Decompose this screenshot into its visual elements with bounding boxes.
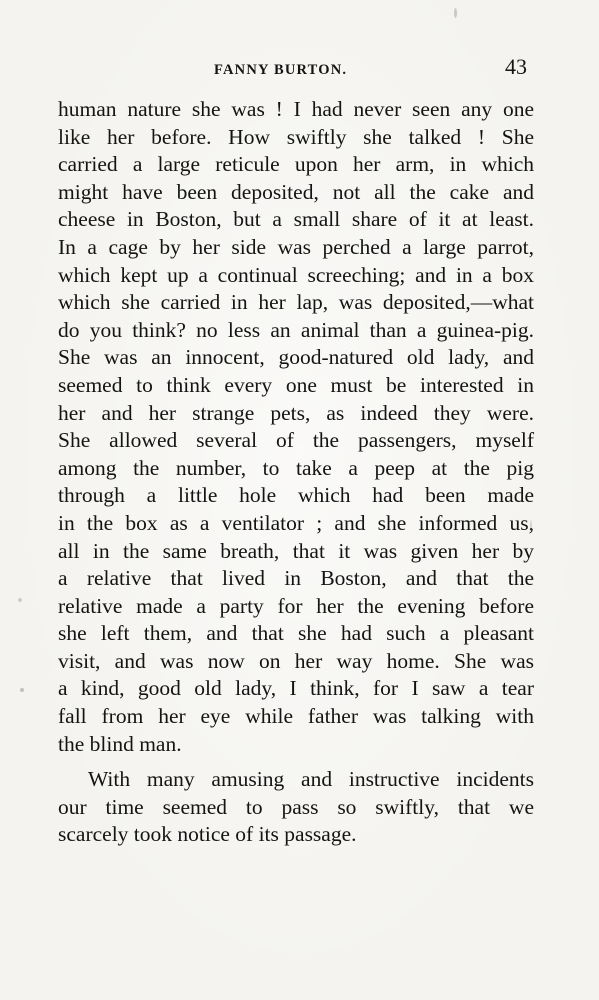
paper-speck	[530, 520, 532, 532]
page-number: 43	[505, 54, 527, 79]
running-title: FANNY BURTON.	[214, 62, 348, 78]
text-line: her and her strange pets, as indeed they were.	[58, 400, 534, 425]
paragraph-2	[58, 766, 534, 849]
text-line: a relative that lived in Boston, and that the	[58, 566, 534, 591]
text-line: through a little hole which had been made	[58, 483, 534, 508]
paper-speck	[20, 688, 24, 692]
text-line: a kind, good old lady, I think, for I saw a tear	[58, 676, 534, 701]
paragraph-1	[58, 96, 534, 758]
page-header	[0, 54, 599, 84]
text-line: carried a large reticule upon her arm, in which	[58, 152, 534, 177]
text-line: scarcely took notice of its passage.	[58, 822, 357, 847]
text-line: fall from her eye while father was talking with	[58, 704, 534, 729]
text-line: which kept up a continual screeching; and in a box	[58, 262, 534, 287]
text-line: In a cage by her side was perched a large parrot,	[58, 234, 534, 259]
paragraph-gap	[58, 758, 534, 766]
text-line: She allowed several of the passengers, myself	[58, 428, 534, 453]
body-text	[58, 96, 534, 849]
text-line: cheese in Boston, but a small share of it at least.	[58, 207, 534, 232]
text-line: she left them, and that she had such a pleasant	[58, 621, 534, 646]
text-line: With many amusing and instructive incidents	[88, 767, 534, 792]
text-line: in the box as a ventilator ; and she informed us,	[58, 510, 534, 535]
text-line: our time seemed to pass so swiftly, that we	[58, 794, 534, 819]
text-line: human nature she was ! I had never seen any one	[58, 97, 534, 121]
text-line: She was an innocent, good-natured old lady, and	[58, 345, 534, 370]
text-line: all in the same breath, that it was given her by	[58, 538, 534, 563]
text-line: relative made a party for her the evening before	[58, 593, 534, 618]
paper-speck	[18, 598, 22, 602]
text-line: do you think? no less an animal than a guinea-pig.	[58, 317, 534, 342]
text-line: which she carried in her lap, was deposited,—what	[58, 290, 534, 315]
text-line: might have been deposited, not all the cake and	[58, 179, 534, 204]
text-line: seemed to think every one must be interested in	[58, 372, 534, 397]
text-line: visit, and was now on her way home. She was	[58, 648, 534, 673]
paper-speck	[454, 8, 457, 18]
text-line: the blind man.	[58, 731, 182, 756]
text-line: among the number, to take a peep at the pig	[58, 455, 534, 480]
text-line: like her before. How swiftly she talked ! She	[58, 124, 534, 149]
